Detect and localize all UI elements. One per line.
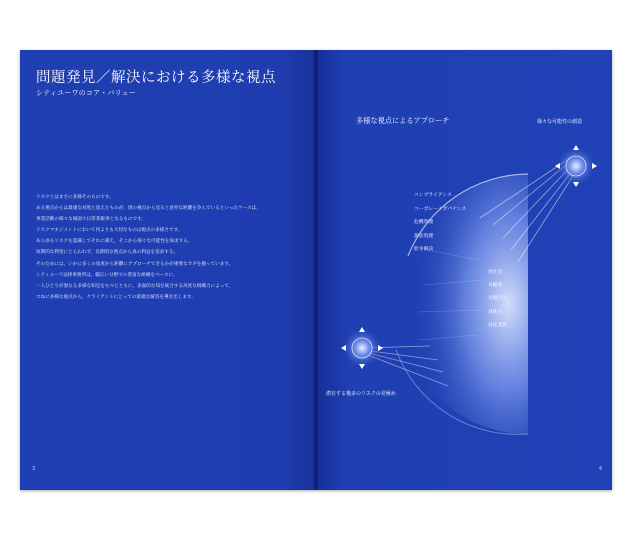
paragraph-line: リスクマネジメントにおいて何よりも大切なものは視点の多様さです。 xyxy=(36,228,183,234)
stakeholder-item: 対株主 xyxy=(488,309,503,315)
page-number-right: 4 xyxy=(598,466,602,472)
paragraph-line: シティユーワ法律事務所は，幅広い分野での豊富な組織をベースに， xyxy=(36,272,178,278)
paragraph-line: リスクとはまさに多様そのものです。 xyxy=(36,195,114,200)
paragraph-line: 一人ひとりが異なる多様な知見をもつとともに，多面的な知を統合する高度な組織力によって， xyxy=(36,283,234,289)
orb-bottom-left xyxy=(341,327,383,369)
paragraph-line: 短期的な利害にとらわれず，長期的な視点から真の利益を追求する。 xyxy=(36,250,179,256)
body-paragraph xyxy=(36,192,306,303)
stakeholder-item: 対競合先 xyxy=(488,296,508,302)
page-title: 問題発見／解決における多様な視点 xyxy=(36,70,276,86)
page-number-left: 3 xyxy=(32,466,36,472)
practice-area-item: 訴訟処理 xyxy=(414,233,434,239)
paragraph-line: 事業活動の様々な場面で日常茶飯事となるものです。 xyxy=(36,217,146,223)
orb-top-right xyxy=(555,145,597,187)
stakeholder-item: 対社会 xyxy=(488,270,503,275)
right-page xyxy=(318,50,612,490)
brochure-spread xyxy=(20,50,612,490)
paragraph-line: そのためには，いかに多くの角度から距離にアプローチできるかが重要なカギを握っています。 xyxy=(36,261,234,267)
paragraph-line: ある視点からは最適な対処と思えたものが，別の視点から見ると意外な距離を孕んでいるといったケースは， xyxy=(36,206,261,212)
paragraph-line: あらゆるリスクを認識してそれに備え，そこから様々な可能性を探求する。 xyxy=(36,239,193,245)
page-subtitle: シティユーワのコア・バリュー xyxy=(36,89,137,97)
practice-area-list xyxy=(414,189,466,257)
stakeholder-list xyxy=(488,266,507,332)
paragraph-line: つねに多様な視点から，クライアントにとっての最適な解答を導き出します。 xyxy=(36,294,196,300)
stakeholder-item: 対従業員 xyxy=(488,322,508,328)
caption-risks: 潜在する幾多のリスクの見極め xyxy=(326,391,396,397)
left-page xyxy=(20,50,314,490)
stakeholder-item: 対顧客 xyxy=(488,283,503,289)
practice-area-item: 危機管理 xyxy=(414,220,434,225)
practice-area-item: コーポレートガバナンス xyxy=(414,206,467,212)
practice-area-item: 紛争解決 xyxy=(414,247,434,252)
practice-area-item: コンプライアンス xyxy=(414,193,452,198)
diagram-heading: 多様な視点によるアプローチ xyxy=(356,116,450,125)
caption-possibilities: 様々な可能性の創造 xyxy=(537,119,583,125)
